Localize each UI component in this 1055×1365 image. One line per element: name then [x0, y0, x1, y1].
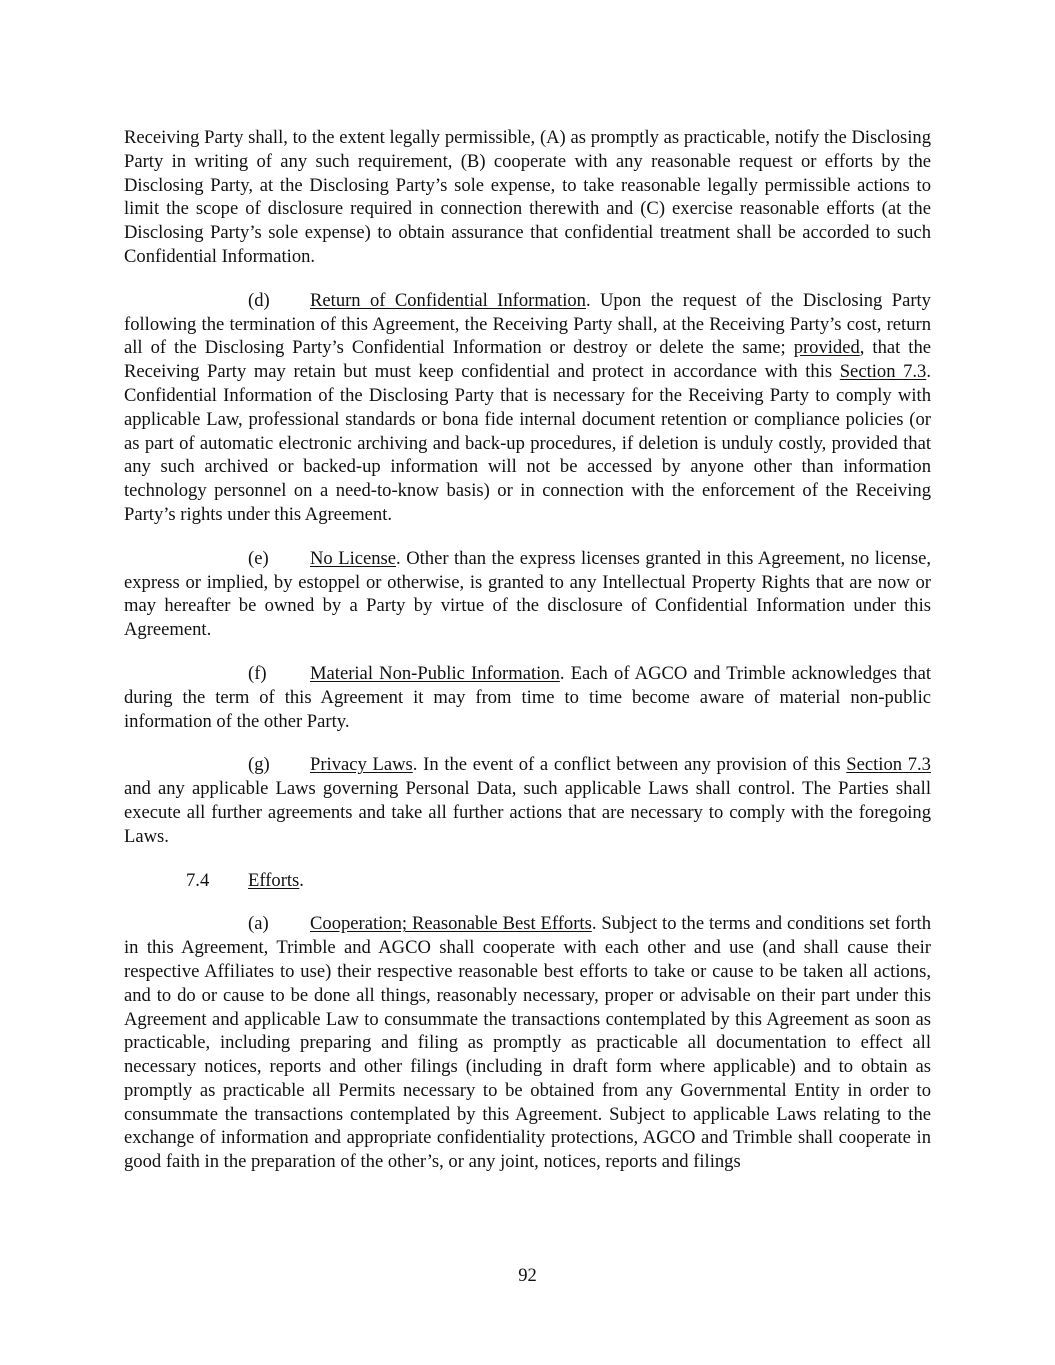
- subsection-f: [124, 662, 931, 733]
- section-7-4-period: .: [299, 869, 304, 891]
- subsection-e: [124, 547, 931, 642]
- subsection-e-title: No License: [310, 547, 397, 569]
- subsection-d: [124, 289, 931, 527]
- subsection-d-text2: , that the Receiving Party may retain but must keep confidential and protect in accordance with this: [124, 337, 932, 383]
- subsection-a-text: . Subject to the terms and conditions set forth in this Agreement, Trimble and AGCO shall cooperate with each other and use (and shall cause their respective Affiliates to use) their respective reasonable best efforts to take or cause to be taken all actions, and to do or cause to be done all things, reasonably necessary, proper or advisable on their part under this Agreement and applicable Law to consummate the transactions contemplated by this Agreement as soon as practicable, including preparing and filing as promptly as practicable all documentation to effect all necessary notices, reports and other filings (including in draft form where applicable) and to obtain as promptly as practicable all Permits necessary to be obtained from any Governmental Entity in order to consummate the transactions contemplated by this Agreement. Subject to applicable Laws relating to the exchange of information and appropriate confidentiality protections, AGCO and Trimble shall cooperate in good faith in the preparation of the other’s, or any joint, notices, reports and filings: [124, 913, 931, 1173]
- subsection-d-text1: . Upon the request of the Disclosing Party following the termination of this Agreement, the Receiving Party shall, at the Receiving Party’s cost, return all of the Disclosing Party’s Confidential Information or destroy or delete the same;: [124, 289, 931, 359]
- section-7-4-title: Efforts: [248, 869, 300, 891]
- section-reference: Section 7.3: [839, 361, 927, 383]
- page-number: 92: [518, 1265, 537, 1286]
- subsection-f-title: Material Non-Public Information: [310, 662, 560, 684]
- section-reference: Section 7.3: [846, 754, 931, 776]
- subsection-a-label: (a): [248, 913, 269, 935]
- subsection-e-label: (e): [248, 547, 269, 569]
- subsection-g-title: Privacy Laws: [310, 754, 413, 776]
- subsection-a-title: Cooperation; Reasonable Best Efforts: [310, 913, 592, 935]
- document-page: [124, 126, 931, 1194]
- subsection-d-text3: . Confidential Information of the Disclosing Party that is necessary for the Receiving Party to comply with applicable Law, professional standards or bona fide internal document retention or compliance policies (or as part of automatic electronic archiving and back-up procedures, if deletion is unduly costly, provided that any such archived or backed-up information will not be accessed by anyone other than information technology personnel on a need-to-know basis) or in connection with the enforcement of the Receiving Party’s rights under this Agreement.: [124, 361, 931, 525]
- subsection-e-text: . Other than the express licenses granted in this Agreement, no license, express or implied, by estoppel or otherwise, is granted to any Intellectual Property Rights that are now or may hereafter be owned by a Party by virtue of the disclosure of Confidential Information under this Agreement.: [124, 547, 931, 641]
- subsection-g-label: (g): [248, 754, 270, 776]
- subsection-f-text: . Each of AGCO and Trimble acknowledges that during the term of this Agreement it may from time to time become aware of material non-public information of the other Party.: [124, 662, 931, 732]
- subsection-d-title: Return of Confidential Information: [310, 289, 586, 311]
- subsection-g-text1: . In the event of a conflict between any provision of this: [412, 754, 847, 776]
- section-7-4-heading: [124, 869, 931, 893]
- subsection-g: [124, 753, 931, 848]
- subsection-d-label: (d): [248, 289, 270, 311]
- intro-text: Receiving Party shall, to the extent legally permissible, (A) as promptly as practicable, notify the Disclosing Party in writing of any such requirement, (B) cooperate with any reasonable request or efforts by the Disclosing Party, at the Disclosing Party’s sole expense, to take reasonable legally permissible actions to limit the scope of disclosure required in connection therewith and (C) exercise reasonable efforts (at the Disclosing Party’s sole expense) to obtain assurance that confidential treatment shall be accorded to such Confidential Information.: [124, 127, 931, 267]
- subsection-a: [124, 912, 931, 1174]
- section-7-4-number: 7.4: [186, 869, 210, 891]
- subsection-f-label: (f): [248, 662, 267, 684]
- subsection-g-text2: and any applicable Laws governing Personal Data, such applicable Laws shall control. The Parties shall execute all further agreements and take all further actions that are necessary to comply with the foregoing Laws.: [124, 778, 931, 847]
- intro-paragraph: [124, 126, 931, 269]
- provided-term: provided: [793, 337, 860, 359]
